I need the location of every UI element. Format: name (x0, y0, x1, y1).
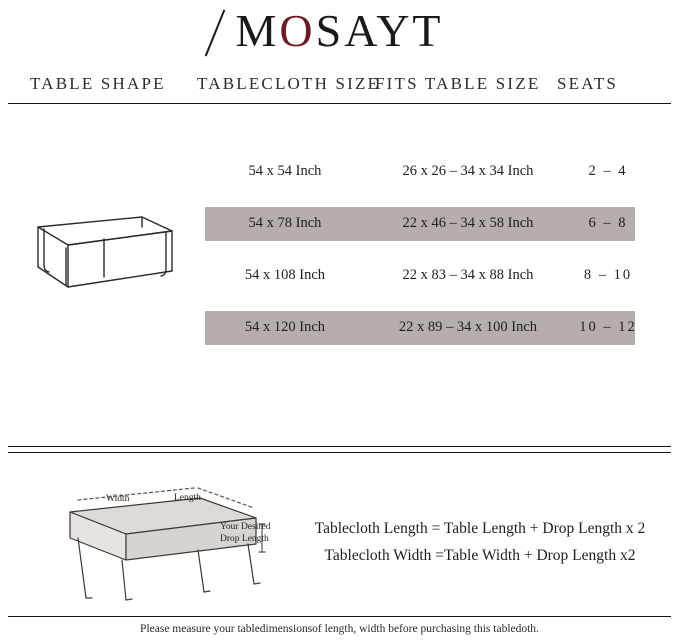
divider-middle-lower (8, 452, 671, 453)
table-row (0, 207, 679, 241)
cell-tablecloth-size: 54 x 120 Inch (244, 319, 326, 335)
brand-part-3: SAYT (315, 5, 444, 56)
label-drop-line1: Your Desired (220, 522, 271, 532)
column-headers (0, 74, 679, 98)
divider-top (8, 103, 671, 104)
cell-seats: 8 – 10 (583, 267, 633, 283)
divider-middle-upper (8, 446, 671, 447)
cell-seats: 10 – 12 (579, 319, 637, 335)
column-header-seats: SEATS (557, 74, 619, 93)
brand-part-2: O (279, 5, 316, 56)
label-drop-line2: Drop Length (220, 534, 269, 544)
cell-tablecloth-size: 54 x 108 Inch (244, 267, 326, 283)
formula-length: Tablecloth Length = Table Length + Drop Length x 2 (314, 520, 646, 537)
brand-part-1: M (235, 5, 280, 56)
table-row (0, 155, 679, 189)
cell-fits-table-size: 22 x 83 – 34 x 88 Inch (402, 267, 534, 283)
column-header-tablecloth-size: TABLECLOTH SIZE (197, 74, 381, 93)
measurement-illustration (48, 480, 278, 605)
brand-logo (0, 5, 679, 56)
label-length: Length (174, 493, 201, 503)
table-row (0, 311, 679, 345)
cell-fits-table-size: 22 x 89 – 34 x 100 Inch (398, 319, 538, 335)
cell-seats: 6 – 8 (588, 215, 628, 231)
column-header-table-shape: TABLE SHAPE (30, 74, 166, 93)
cell-fits-table-size: 22 x 46 – 34 x 58 Inch (402, 215, 534, 231)
table-row (0, 259, 679, 293)
divider-footer (8, 616, 671, 617)
cell-seats: 2 – 4 (588, 163, 628, 179)
cell-tablecloth-size: 54 x 54 Inch (248, 163, 322, 179)
cell-fits-table-size: 26 x 26 – 34 x 34 Inch (402, 163, 534, 179)
formula-width: Tablecloth Width =Table Width + Drop Length x2 (324, 547, 636, 564)
cell-tablecloth-size: 54 x 78 Inch (248, 215, 322, 231)
formula-block (300, 515, 660, 569)
footnote-text: Please measure your tabledimensionsof length, width before purchasing this tabledoth. (140, 623, 539, 635)
size-table (0, 155, 679, 363)
column-header-fits-table-size: FITS TABLE SIZE (375, 74, 541, 93)
label-width: Width (106, 494, 130, 504)
